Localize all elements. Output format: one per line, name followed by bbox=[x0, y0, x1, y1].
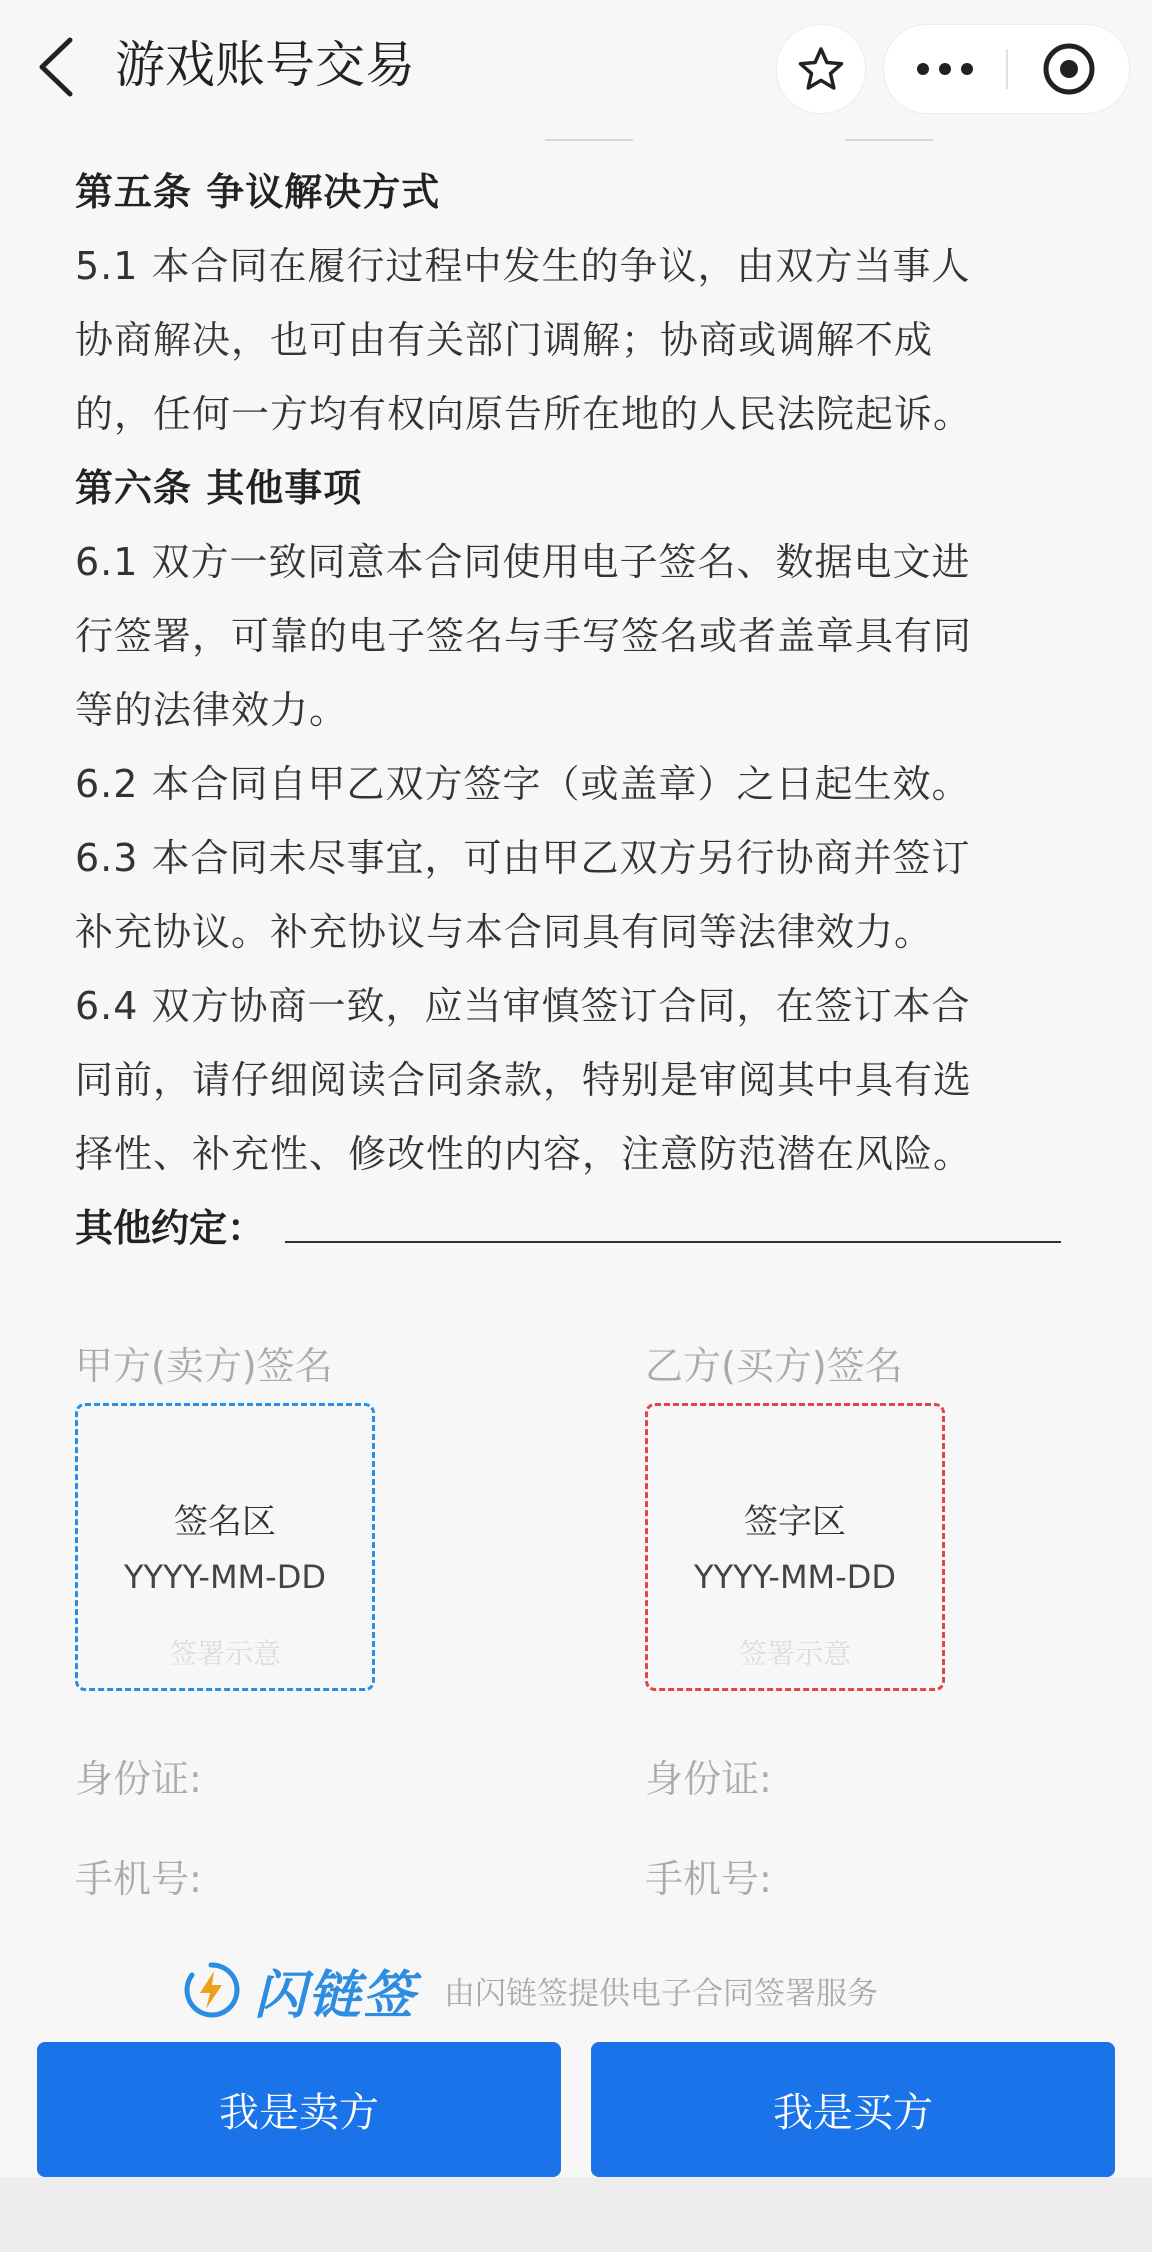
seller-phone-label: 手机号: bbox=[75, 1857, 202, 1901]
clause-6-4-line: 6.4 双方协商一致，应当审慎签订合同，在签订本合 bbox=[75, 984, 971, 1028]
clause-6-1-line: 等的法律效力。 bbox=[75, 688, 349, 732]
page-title: 游戏账号交易 bbox=[115, 36, 415, 94]
more-icon bbox=[915, 62, 975, 76]
buyer-role-button[interactable]: 我是买方 bbox=[591, 2042, 1115, 2177]
section-6-title: 第六条 其他事项 bbox=[75, 466, 363, 510]
other-agreement-blank-line bbox=[285, 1241, 1061, 1243]
mini-program-capsule bbox=[883, 24, 1130, 114]
clause-5-1-line: 协商解决，也可由有关部门调解；协商或调解不成 bbox=[75, 318, 934, 362]
seller-signature-box[interactable] bbox=[75, 1403, 375, 1691]
buyer-signature-note: 签署示意 bbox=[738, 1637, 851, 1670]
favorite-button[interactable] bbox=[776, 24, 866, 114]
brand-description: 由闪链签提供电子合同签署服务 bbox=[444, 1975, 879, 2012]
clause-5-1-line: 5.1 本合同在履行过程中发生的争议，由双方当事人 bbox=[75, 244, 971, 288]
buyer-signature-box[interactable] bbox=[645, 1403, 945, 1691]
seller-signature-date: YYYY-MM-DD bbox=[124, 1558, 326, 1596]
back-arrow-icon bbox=[30, 32, 90, 102]
buyer-id-label: 身份证: bbox=[645, 1757, 772, 1801]
other-agreement-row bbox=[75, 1191, 1085, 1265]
seller-signature-label: 甲方(卖方)签名 bbox=[75, 1344, 333, 1388]
clause-6-2-line: 6.2 本合同自甲乙双方签字（或盖章）之日起生效。 bbox=[75, 762, 971, 806]
star-icon bbox=[796, 44, 846, 94]
close-button[interactable] bbox=[1008, 25, 1129, 113]
brand-name: 闪链签 bbox=[254, 1965, 417, 2026]
buyer-signature-label: 乙方(买方)签名 bbox=[645, 1344, 903, 1388]
provider-brand bbox=[180, 1950, 878, 2030]
clause-6-4-line: 同前，请仔细阅读合同条款，特别是审阅其中具有选 bbox=[75, 1058, 973, 1102]
clause-6-3-line: 补充协议。补充协议与本合同具有同等法律效力。 bbox=[75, 910, 934, 954]
title-bar bbox=[0, 0, 1152, 135]
seller-role-button[interactable]: 我是卖方 bbox=[37, 2042, 561, 2177]
more-button[interactable] bbox=[884, 25, 1006, 113]
bottom-safe-area bbox=[0, 2177, 1152, 2252]
section-5-title: 第五条 争议解决方式 bbox=[75, 170, 441, 214]
clause-5-1-line: 的，任何一方均有权向原告所在地的人民法院起诉。 bbox=[75, 392, 973, 436]
buyer-signature-date: YYYY-MM-DD bbox=[694, 1558, 896, 1596]
buyer-phone-label: 手机号: bbox=[645, 1857, 772, 1901]
back-button[interactable] bbox=[30, 32, 90, 102]
buyer-signature-title: 签字区 bbox=[744, 1502, 846, 1542]
seller-id-label: 身份证: bbox=[75, 1757, 202, 1801]
clause-6-1-line: 行签署，可靠的电子签名与手写签名或者盖章具有同 bbox=[75, 614, 973, 658]
seller-signature-title: 签名区 bbox=[174, 1502, 276, 1542]
lightning-circle-icon bbox=[180, 1959, 242, 2021]
clause-6-1-line: 6.1 双方一致同意本合同使用电子签名、数据电文进 bbox=[75, 540, 971, 584]
seller-signature-note: 签署示意 bbox=[168, 1637, 281, 1670]
clause-6-3-line: 6.3 本合同未尽事宜，可由甲乙双方另行协商并签订 bbox=[75, 836, 971, 880]
close-target-icon bbox=[1041, 41, 1097, 97]
other-agreement-label: 其他约定： bbox=[75, 1206, 266, 1250]
clause-6-4-line: 择性、补充性、修改性的内容，注意防范潜在风险。 bbox=[75, 1132, 973, 1176]
contract-text bbox=[75, 155, 1085, 1265]
